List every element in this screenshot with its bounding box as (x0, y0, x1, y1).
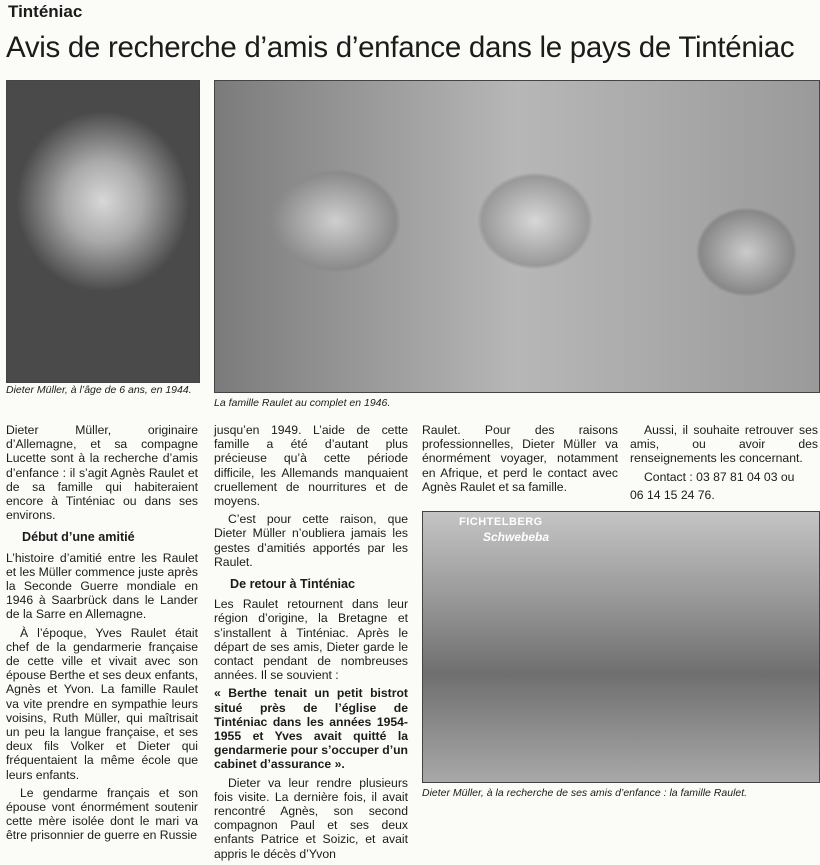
article-column-2 (214, 423, 408, 865)
paragraph: Dieter Müller, originaire d’Allemagne, et sa compagne Lucette sont à la recherche d’amis d’enfance : il s’agit Agnès Raulet et de sa famille qui habiteraient encore à Tinténiac ou dans ses environs. (6, 423, 198, 523)
paragraph: Le gendarme français et son épouse vont énormément soutenir cette mère isolée dont le mari va être prisonnier de guerre en Russie (6, 785, 198, 843)
paragraph: À l’époque, Yves Raulet était chef de la gendarmerie française de cette ville et vivait avec son épouse Berthe et ses deux enfants, Agnès et Yvon. La famille Raulet va vite prendre en sympathie leurs voisins, Ruth Müller, qui maîtrisait un peu la langue française, et ses deux fils Volker et Dieter qui fréquentaient la même école que leurs enfants. (6, 625, 198, 782)
subheading: Début d’une amitié (22, 530, 135, 545)
section-label: Tinténiac (8, 2, 83, 21)
photo-dieter-today (422, 511, 820, 783)
paragraph: C’est pour cette raison, que Dieter Müller n’oubliera jamais les gestes d’amitiés apportés par les Raulet. (214, 512, 408, 569)
sign-text-2: Schwebeba (483, 530, 550, 544)
contact-line: Contact : 03 87 81 04 03 ou (644, 469, 795, 484)
article-column-3 (422, 423, 618, 498)
paragraph: Aussi, il souhaite retrouver ses amis, ou avoir des renseignements les concernant. (630, 423, 818, 466)
photo-dieter-child (6, 80, 200, 383)
paragraph: Dieter va leur rendre plusieurs fois visite. La dernière fois, il avait rencontré Agnès, son second compagnon Paul et ses deux enfants Patrice et Soizic, et avait appris le décès d’Yvon (214, 775, 408, 861)
photo-caption-dieter: Dieter Müller, à l’âge de 6 ans, en 1944. (6, 384, 192, 396)
article-headline: Avis de recherche d’amis d’enfance dans le pays de Tinténiac (6, 31, 795, 64)
paragraph: jusqu’en 1949. L’aide de cette famille a été d’autant plus précieuse qu’à cette période difficile, les Allemands manquaient cruellement de nourritures et de moyens. (214, 423, 408, 509)
article-column-1 (6, 423, 198, 847)
photo-raulet-family (214, 80, 820, 393)
sign-text: FICHTELBERG (459, 516, 543, 528)
subheading: De retour à Tinténiac (230, 577, 356, 592)
paragraph: L’histoire d’amitié entre les Raulet et les Müller commence juste après la Seconde Guerre mondiale en 1946 à Saarbrück dans le Lander de la Sarre en Allemagne. (6, 550, 198, 622)
photo-caption-family: La famille Raulet au complet en 1946. (214, 397, 391, 409)
photo-caption-dieter-today: Dieter Müller, à la recherche de ses amis d’enfance : la famille Raulet. (422, 787, 748, 799)
paragraph: Raulet. Pour des raisons professionnelles, Dieter Müller va énormément voyager, notamment en Afrique, et perd le contact avec Agnès Raulet et sa famille. (422, 423, 618, 494)
paragraph: Les Raulet retournent dans leur région d’origine, la Bretagne et s’installent à Tinténiac. Après le départ de ses amis, Dieter garde le contact pendant de nombreuses années. Il se souvient : (214, 597, 408, 683)
quote: « Berthe tenait un petit bistrot situé près de l’église de Tinténiac dans les années 1954-1955 et Yves avait quitté la gendarmerie pour s’occuper d’un cabinet d’assurance ». (214, 686, 408, 772)
contact-phone: 06 14 15 24 76. (630, 487, 715, 502)
article-column-4 (630, 423, 818, 506)
